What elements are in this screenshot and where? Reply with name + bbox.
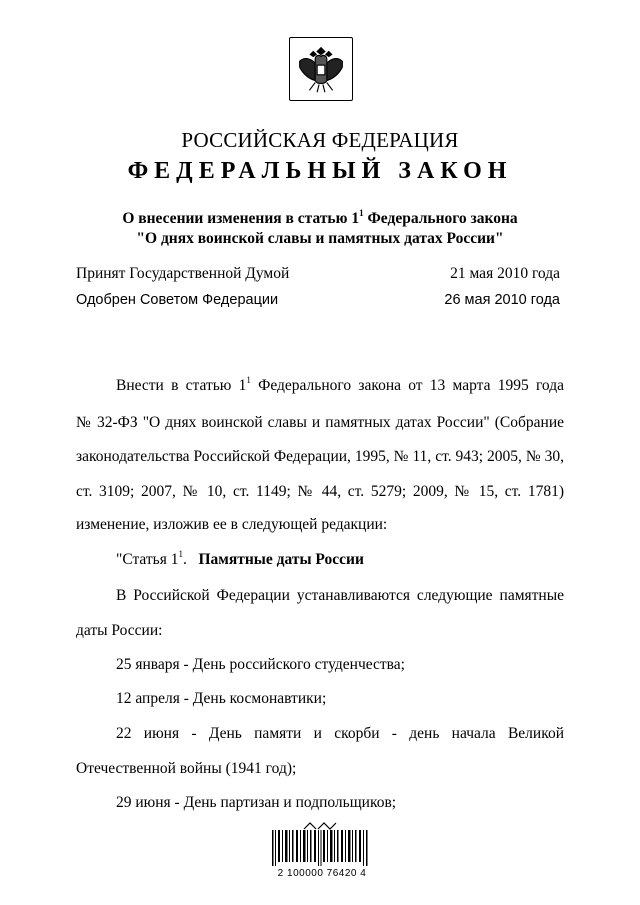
document-type-heading: ФЕДЕРАЛЬНЫЙ ЗАКОН (127, 158, 513, 184)
paragraph-1-line-5: изменение, изложив ее в следующей редакции: (76, 516, 388, 533)
date-item-1: 25 января - День российского студенчества; (116, 656, 405, 673)
council-label: Одобрен Советом Федерации (76, 292, 279, 308)
date-item-3-line-2: Отечественной войны (1941 год); (76, 760, 297, 777)
p1-l1-sup: 1 (246, 375, 251, 385)
subject-line-1-pre: О внесении изменения в статью 1 (122, 210, 360, 227)
subject-line-1-sup: 1 (359, 208, 364, 218)
date-item-3-line-1: 22 июня - День памяти и скорби - день начала Великой (116, 725, 564, 742)
subject-line-1-post: Федерального закона (363, 210, 518, 227)
subject-line-2: "О днях воинской славы и памятных датах России" (136, 230, 504, 247)
p1-l1-a: Внести в статью 1 (116, 377, 247, 394)
barcode-number: 2 100000 76420 4 (277, 868, 367, 879)
duma-date: 21 мая 2010 года (450, 265, 560, 282)
paragraph-2-line-2: даты России: (76, 622, 163, 639)
subject-line-1 (0, 209, 640, 229)
paragraph-2-line-1: В Российской Федерации устанавливаются следующие памятные (116, 587, 564, 604)
article-prefix: "Статья 1 (116, 551, 179, 568)
barcode (272, 830, 368, 866)
paragraph-1-line-1 (76, 377, 564, 395)
stamp-mark-icon (302, 818, 338, 828)
paragraph-1-line-2: № 32-ФЗ "О днях воинской славы и памятных датах России" (Собрание (76, 414, 564, 431)
article-title: Памятные даты России (198, 551, 364, 568)
article-sup: 1 (178, 549, 183, 559)
law-subject (0, 209, 640, 249)
article-dot: . (183, 551, 187, 568)
p1-l1-b: Федерального закона от 13 марта 1995 года (250, 377, 564, 394)
duma-label: Принят Государственной Думой (76, 265, 290, 282)
date-item-4: 29 июня - День партизан и подпольщиков; (116, 794, 397, 811)
date-item-2: 12 апреля - День космонавтики; (116, 690, 327, 707)
country-heading: РОССИЙСКАЯ ФЕДЕРАЦИЯ (181, 128, 459, 152)
council-date: 26 мая 2010 года (444, 292, 560, 308)
article-heading (116, 551, 364, 569)
state-emblem-icon (289, 37, 353, 101)
paragraph-1-line-3: законодательства Российской Федерации, 1995, № 11, ст. 943; 2005, № 30, (76, 448, 564, 465)
paragraph-1-line-4: ст. 3109; 2007, № 10, ст. 1149; № 44, ст. 5279; 2009, № 15, ст. 1781) (76, 483, 564, 500)
